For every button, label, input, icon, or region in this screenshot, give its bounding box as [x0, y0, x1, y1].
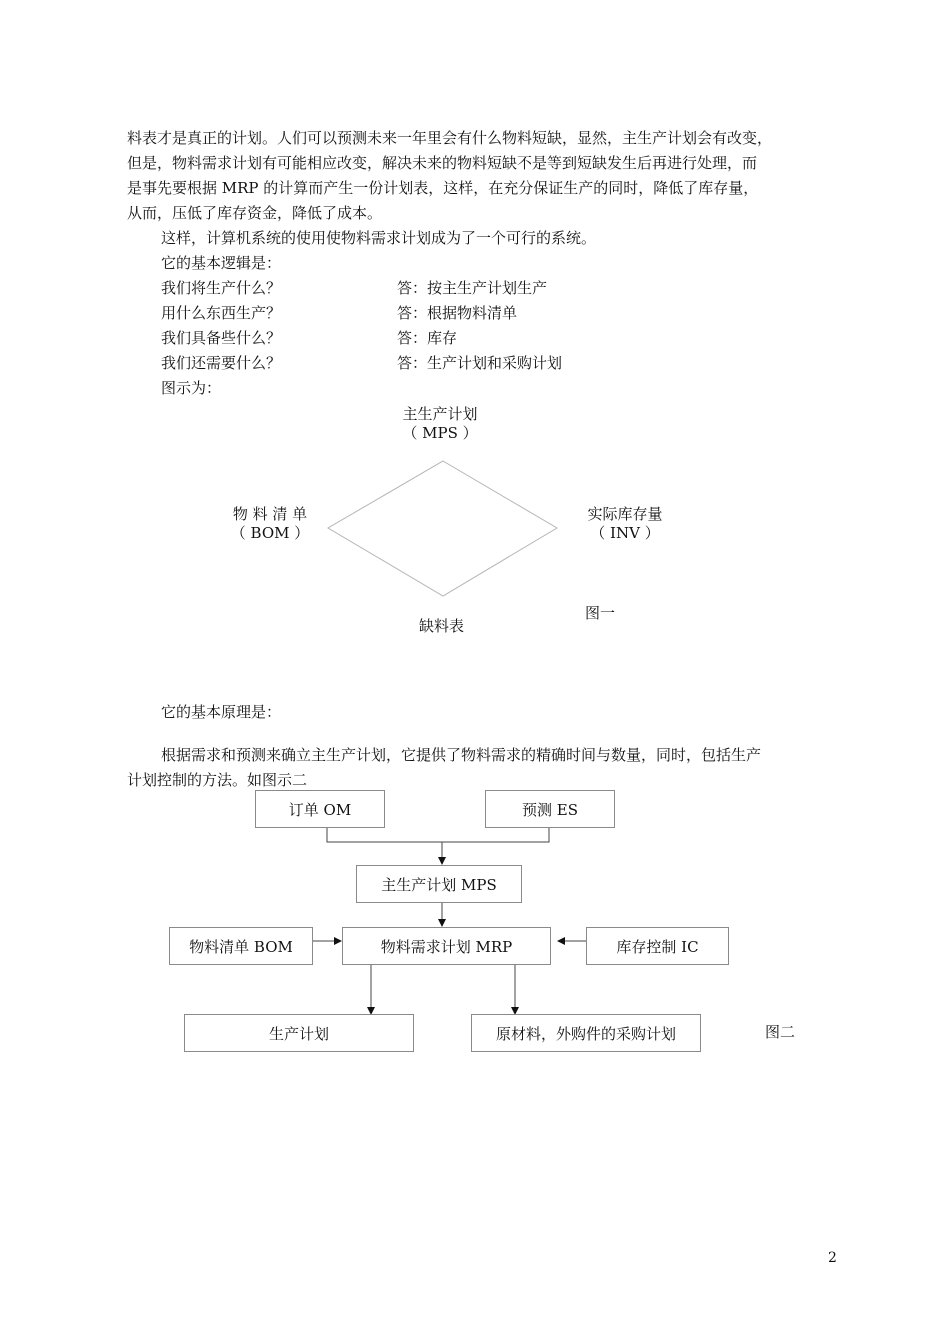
paragraph-line: 从而，压低了库存资金，降低了成本。	[127, 204, 383, 222]
fig1-top-line2: （ MPS ）	[402, 424, 478, 442]
paragraph-line: 是事先要根据 MRP 的计算而产生一份计划表，这样，在充分保证生产的同时，降低了库存量，	[127, 179, 759, 197]
principle-intro: 它的基本原理是：	[161, 703, 282, 721]
fig1-right-line2: （ INV ）	[590, 524, 660, 542]
paragraph-2: 这样，计算机系统的使用使物料需求计划成为了一个可行的系统。	[161, 229, 597, 247]
purchase-plan-box: 原材料，外购件的采购计划	[471, 1014, 701, 1052]
mrp-box: 物料需求计划 MRP	[342, 927, 551, 965]
answer-1: 答：按主生产计划生产	[397, 279, 548, 297]
question-2: 用什么东西生产？	[161, 304, 282, 322]
paragraph-line: 计划控制的方法。如图示二	[127, 771, 308, 789]
figure-2-caption: 图二	[765, 1023, 796, 1041]
paragraph-line: 根据需求和预测来确立主生产计划，它提供了物料需求的精确时间与数量，同时，包括生产	[161, 746, 762, 764]
fig1-top-line1: 主生产计划	[402, 405, 478, 423]
production-plan-box: 生产计划	[184, 1014, 414, 1052]
question-1: 我们将生产什么？	[161, 279, 282, 297]
question-3: 我们具备些什么？	[161, 329, 282, 347]
answer-4: 答：生产计划和采购计划	[397, 354, 563, 372]
fig1-bottom-label: 缺料表	[419, 617, 465, 635]
inventory-control-box: 库存控制 IC	[586, 927, 729, 965]
logic-intro: 它的基本逻辑是：	[161, 254, 282, 272]
om-es-merge-line	[327, 828, 549, 842]
forecast-es-box: 预测 ES	[485, 790, 615, 828]
mps-box: 主生产计划 MPS	[356, 865, 522, 903]
order-om-box: 订单 OM	[255, 790, 385, 828]
answer-2: 答：根据物料清单	[397, 304, 518, 322]
paragraph-line: 但是，物料需求计划有可能相应改变，解决未来的物料短缺不是等到短缺发生后再进行处理，而	[127, 154, 758, 172]
fig1-right-line1: 实际库存量	[587, 505, 663, 523]
answer-3: 答：库存	[397, 329, 458, 347]
figure-intro: 图示为：	[161, 379, 222, 397]
fig1-left-line1: 物 料 清 单	[232, 505, 308, 523]
figure-1-caption: 图一	[585, 604, 616, 622]
fig1-left-line2: （ BOM ）	[230, 524, 310, 542]
question-4: 我们还需要什么？	[161, 354, 282, 372]
page-number: 2	[828, 1250, 837, 1266]
bom-box: 物料清单 BOM	[169, 927, 313, 965]
paragraph-line: 料表才是真正的计划。人们可以预测未来一年里会有什么物料短缺，显然，主生产计划会有改变，	[127, 129, 773, 147]
